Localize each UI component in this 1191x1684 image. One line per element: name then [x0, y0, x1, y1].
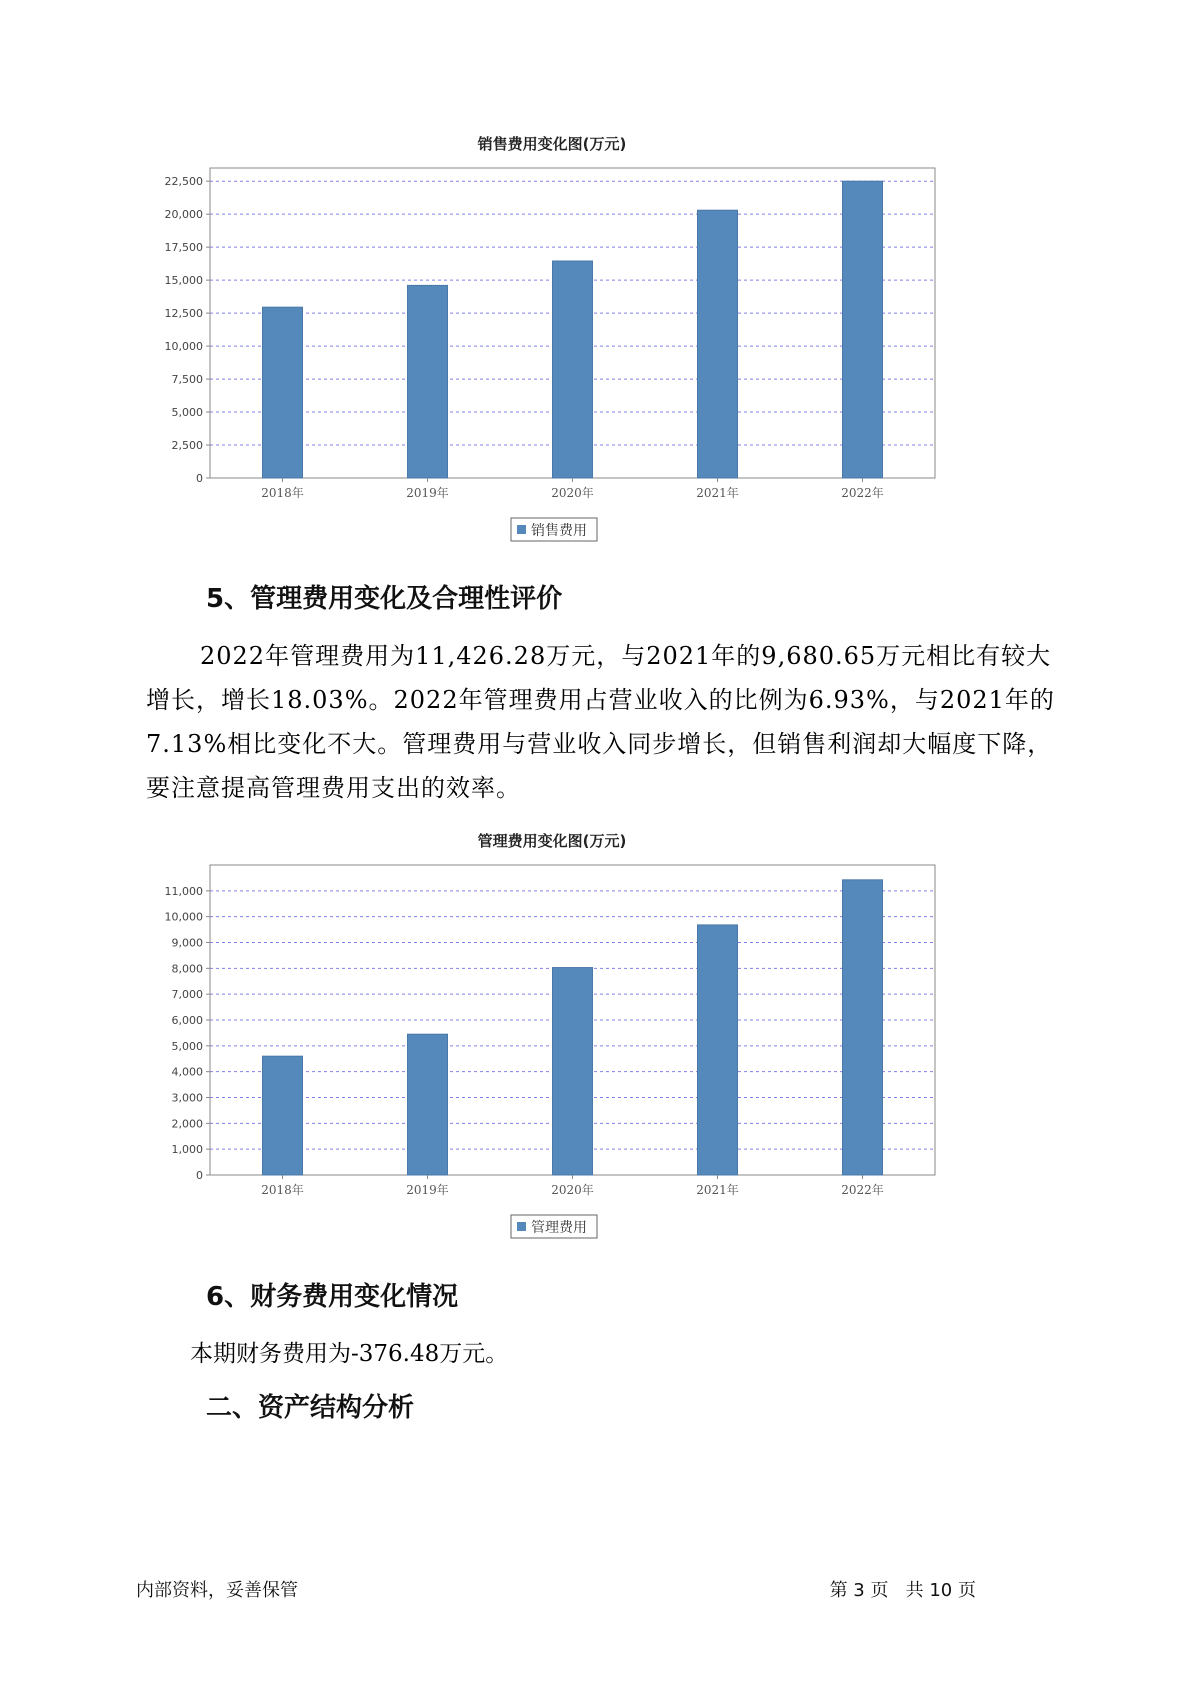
- y-tick-label: 5,000: [171, 406, 203, 420]
- footer-page-number: 第 3 页 共 10 页: [829, 1580, 976, 1601]
- bar: [553, 261, 593, 478]
- footer-confidential: 内部资料，妥善保管: [136, 1580, 298, 1601]
- sales-expense-chart: [140, 125, 1040, 555]
- x-tick-label: 2021年: [696, 486, 739, 500]
- y-tick-label: 15,000: [164, 274, 203, 288]
- y-tick-label: 11,000: [164, 884, 203, 898]
- mgmt-expense-chart-svg: [140, 822, 1040, 1252]
- y-tick-label: 1,000: [171, 1143, 203, 1157]
- y-tick-label: 7,500: [171, 373, 203, 387]
- finance-expense-heading: 6、财务费用变化情况: [206, 1282, 459, 1312]
- y-tick-label: 8,000: [171, 962, 203, 976]
- legend-label: 销售费用: [531, 523, 587, 539]
- y-tick-label: 12,500: [164, 307, 203, 321]
- bar: [553, 968, 593, 1175]
- legend-label: 管理费用: [531, 1220, 587, 1236]
- sales-expense-chart-svg: [140, 125, 1040, 555]
- bar: [843, 181, 883, 478]
- mgmt-expense-chart: [140, 822, 1040, 1252]
- finance-expense-text: 本期财务费用为-376.48万元。: [190, 1341, 509, 1367]
- y-tick-label: 6,000: [171, 1014, 203, 1027]
- mgmt-expense-paragraph: [146, 634, 1061, 810]
- x-tick-label: 2018年: [261, 486, 304, 500]
- x-tick-label: 2019年: [406, 1183, 449, 1197]
- chart-title: 销售费用变化图(万元): [477, 135, 627, 153]
- y-tick-label: 10,000: [164, 340, 203, 354]
- y-tick-label: 2,000: [171, 1117, 203, 1131]
- bar: [698, 210, 738, 478]
- legend-swatch: [517, 1222, 526, 1231]
- y-tick-label: 7,000: [171, 988, 203, 1002]
- y-tick-label: 17,500: [164, 241, 203, 255]
- y-tick-label: 3,000: [171, 1091, 203, 1105]
- legend: [511, 1215, 597, 1238]
- bar: [843, 880, 883, 1175]
- x-tick-label: 2019年: [406, 486, 449, 500]
- chart-title: 管理费用变化图(万元): [477, 832, 627, 850]
- y-tick-label: 0: [196, 472, 203, 485]
- asset-structure-heading: 二、资产结构分析: [206, 1393, 415, 1423]
- y-tick-label: 10,000: [164, 910, 203, 924]
- x-tick-label: 2022年: [841, 486, 884, 500]
- bar: [698, 925, 738, 1175]
- y-tick-label: 0: [196, 1169, 203, 1182]
- mgmt-expense-heading: 5、管理费用变化及合理性评价: [206, 584, 563, 614]
- y-tick-label: 2,500: [171, 439, 203, 453]
- x-tick-label: 2020年: [551, 1183, 594, 1197]
- x-tick-label: 2022年: [841, 1183, 884, 1197]
- bar: [263, 307, 303, 478]
- bar: [408, 285, 448, 478]
- x-tick-label: 2020年: [551, 486, 594, 500]
- y-tick-label: 5,000: [171, 1039, 203, 1053]
- bar: [263, 1056, 303, 1175]
- legend: [511, 518, 597, 541]
- x-tick-label: 2021年: [696, 1183, 739, 1197]
- y-tick-label: 22,500: [164, 175, 203, 189]
- y-tick-label: 9,000: [171, 936, 203, 950]
- bar: [408, 1034, 448, 1175]
- x-tick-label: 2018年: [261, 1183, 304, 1197]
- y-tick-label: 4,000: [171, 1065, 203, 1079]
- y-tick-label: 20,000: [164, 208, 203, 222]
- mgmt-expense-text: 2022年管理费用为11,426.28万元，与2021年的9,680.65万元相比有较大增长，增长18.03%。2022年管理费用占营业收入的比例为6.93%，与2021年的7.13%相比变化不大。管理费用与营业收入同步增长，但销售利润却大幅度下降，要注意提高管理费用支出的效率。: [146, 642, 1055, 802]
- legend-swatch: [517, 525, 526, 534]
